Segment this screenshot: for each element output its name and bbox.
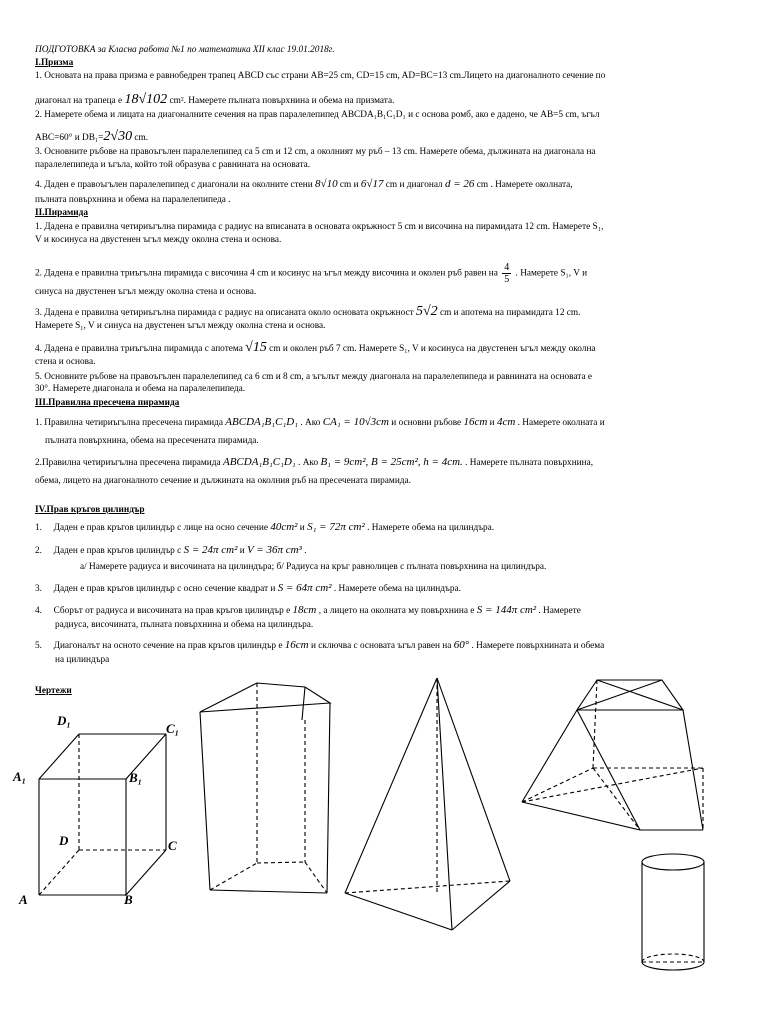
frustum-problem-2: 2.Правилна четириъгълна пресечена пирамида ABCDA₁B₁C₁D₁ . Ако B₁ = 9cm², B = 25cm², h = 4cm. . Намерете пълната повърхнина, — [35, 456, 594, 468]
cube-hidden-edge — [39, 850, 79, 895]
formula: 2√30 — [103, 129, 133, 144]
frustum-hidden-edge — [522, 768, 703, 802]
cylinder-problem-3: 3. Даден е прав кръгов цилиндър с осно сечение квадрат и S = 64π cm² . Намерете обема на цилиндъра. — [35, 582, 461, 594]
formula: 6√17 — [360, 178, 384, 190]
frustum-diagonal — [577, 680, 662, 710]
cylinder-problem-2-cont: а/ Намерете радиуса и височината на цилиндъра; б/ Радиуса на кръг равнолицев с пълната повърхнина на цилиндъра. — [80, 562, 547, 572]
section-heading-prism: I.Призма — [35, 58, 74, 68]
formula: 8√10 — [315, 178, 338, 190]
pyramid-problem-3-cont: Намерете S₁, V и синуса на двустенен ъгъл между околна стена и основа. — [35, 321, 326, 331]
formula: S₁ = 72π cm² — [307, 521, 365, 533]
prism-drawing — [200, 683, 330, 893]
formula: B₁ = 9cm², B = 25cm², h = 4cm. — [320, 456, 463, 468]
formula: S = 24π cm² — [183, 544, 238, 556]
formula: 16cm — [284, 639, 309, 651]
cylinder-problem-2: 2. Даден е прав кръгов цилиндър с S = 24π cm² и V = 36π cm³ . — [35, 544, 307, 556]
cube-edge — [39, 734, 79, 779]
formula: d = 26 — [445, 178, 475, 190]
pyramid-edge — [345, 678, 437, 893]
cube-drawing — [39, 734, 166, 895]
formula: 18√102 — [124, 92, 168, 107]
pyramid-edge — [437, 678, 510, 881]
frustum-edge — [522, 802, 640, 830]
section-heading-pyramid: II.Пирамида — [35, 208, 89, 218]
frustum-edge — [577, 710, 640, 830]
pyramid-hidden-edge — [345, 881, 510, 893]
formula: 16cm — [463, 416, 488, 428]
vertex-label-c1: C₁ — [166, 721, 180, 736]
section-heading-frustum: III.Правилна пресечена пирамида — [35, 398, 180, 408]
prism-problem-4: 4. Даден е правоъгълен паралелепипед с диагонали на околните стени 8√10 cm и 6√17 cm и диагонал d = 26 cm . Намерете околната, — [35, 178, 573, 190]
prism-edge — [200, 712, 210, 890]
prism-problem-3: 3. Основните ръбове на правоъгълен паралелепипед са 5 cm и 12 cm, а околният му ръб – 13 cm. Намерете обема, дължината на диагонала на — [35, 147, 596, 157]
pyramid-problem-2: 2. Дадена е правилна триъгълна пирамида с височина 4 cm и косинус на ъгъл между височина и околен ръб равен на $\frac{4}{5}$ . Намерете S₁, V и — [35, 262, 588, 285]
cube-edge — [126, 850, 166, 895]
cylinder-bottom-back — [642, 954, 704, 962]
frustum-diagonal — [597, 680, 683, 710]
pyramid-problem-2-cont: синуса на двустенен ъгъл между околна стена и основа. — [35, 287, 257, 297]
frustum-drawing — [522, 680, 703, 830]
cylinder-problem-5-cont: на цилиндъра — [55, 655, 110, 665]
prism-hidden-edge — [210, 863, 257, 890]
prism-problem-1-cont: диагонал на трапеца е 18√102 cm². Намерете пълната повърхнина и обема на призмата. — [35, 92, 395, 107]
prism-top-face — [200, 683, 330, 712]
vertex-label-a1: A₁ — [13, 769, 27, 784]
prism-hidden-edge — [305, 862, 327, 893]
cylinder-bottom-front — [642, 962, 704, 970]
pyramid-problem-1: 1. Дадена е правилна четириъгълна пирамида с радиус на вписаната в основата окръжност 5 cm и височина на пирамидата 12 cm. Намерете S₁, — [35, 222, 604, 232]
formula: 60° — [453, 639, 470, 651]
pyramid-edge — [437, 678, 452, 930]
frustum-edge — [683, 710, 703, 830]
prism-edge — [210, 890, 327, 893]
formula: √15 — [245, 340, 267, 355]
pyramid-problem-4-cont: стена и основа. — [35, 357, 96, 367]
pyramid-edge — [452, 881, 510, 930]
cylinder-drawing — [642, 854, 704, 970]
frustum-top-face — [577, 680, 683, 710]
vertex-label-b1: B₁ — [129, 770, 143, 785]
frustum-problem-2-cont: обема, лицето на диагоналното сечение и дължината на околния ръб на пресечената пирамида. — [35, 476, 411, 486]
formula: 4cm — [496, 416, 516, 428]
formula: S = 144π cm² — [476, 604, 537, 616]
formula: CA₁ = 10√3cm — [322, 416, 389, 428]
page-title: ПОДГОТОВКА за Класна работа №1 по математика XII клас 19.01.2018г. — [35, 45, 335, 55]
cylinder-problem-4-cont: радиуса, височината, пълната повърхнина и обема на цилиндъра. — [55, 620, 314, 630]
vertex-label-a: A — [19, 892, 28, 907]
section-heading-cylinder: IV.Прав кръгов цилиндър — [35, 505, 145, 515]
frustum-problem-1-cont: пълната повърхнина, обема на пресечената пирамида. — [45, 436, 259, 446]
pyramid-problem-4: 4. Дадена е правилна триъгълна пирамида с апотема √15 cm и околен ръб 7 cm. Намерете S₁, V и косинуса на двустенен ъгъл между околна — [35, 340, 596, 355]
prism-problem-3-cont: паралелепипеда и ъгъла, който той образува с равнината на основата. — [35, 160, 311, 170]
prism-problem-2-cont: ABC=60° и DB₁=2√30 cm. — [35, 129, 149, 144]
frustum-edge — [522, 710, 577, 802]
fraction: $\frac{4}{5}$ — [504, 262, 510, 285]
prism-problem-2: 2. Намерете обема и лицата на диагоналните сечения на прав паралелепипед ABCDA₁B₁C₁D₁ и с основа ромб, ако е дадено, че AB=5 cm, ъгъл — [35, 110, 600, 120]
prism-edge — [327, 703, 330, 893]
formula: 18cm — [292, 604, 317, 616]
formula: V = 36π cm³ — [247, 544, 302, 556]
pyramid-problem-5-cont: 30°. Намерете диагонала и обема на паралелепипеда. — [35, 384, 246, 394]
pyramid-problem-1-cont: V и косинуса на двустенен ъгъл между околна стена и основа. — [35, 235, 282, 245]
formula: ABCDA₁B₁C₁D₁ — [225, 416, 299, 428]
frustum-hidden-edge — [593, 680, 597, 768]
cylinder-problem-4: 4. Сборът от радиуса и височината на прав кръгов цилиндър е 18cm , а лицето на околната му повърхнина е S = 144π cm² . Намерете — [35, 604, 581, 616]
pyramid-edge — [345, 893, 452, 930]
vertex-label-d1: D₁ — [57, 713, 71, 728]
cylinder-top-ellipse — [642, 854, 704, 870]
frustum-problem-1: 1. Правилна четириъгълна пресечена пирамида ABCDA₁B₁C₁D₁ . Ако CA₁ = 10√3cm и основни ръбове 16cm и 4cm . Намерете околната и — [35, 416, 605, 428]
prism-edge — [302, 687, 305, 720]
formula: ABCDA₁B₁C₁D₁ — [222, 456, 296, 468]
formula: S = 64π cm² — [277, 582, 332, 594]
prism-hidden-edge — [257, 862, 305, 863]
vertex-label-d: D — [59, 833, 69, 848]
vertex-label-c: C — [168, 838, 177, 853]
pyramid-drawing — [345, 678, 510, 930]
pyramid-problem-3: 3. Дадена е правилна четириъгълна пирамида с радиус на описаната около основата окръжност 5√2 cm и апотема на пирамидата 12 cm. — [35, 304, 581, 319]
vertex-label-b: B — [124, 892, 133, 907]
pyramid-problem-5: 5. Основните ръбове на правоъгълен паралелепипед са 6 cm и 8 cm, а ъгълът между диагонала на паралелепипеда и равнината на основата е — [35, 372, 593, 382]
prism-problem-4-cont: пълната повърхнина и обема на паралелепипеда . — [35, 195, 231, 205]
cylinder-problem-5: 5. Диагоналът на осното сечение на прав кръгов цилиндър е 16cm и сключва с основата ъгъл равен на 60° . Намерете повърхнината и обема — [35, 639, 605, 651]
section-heading-drawings: Чертежи — [35, 686, 72, 696]
formula: 40cm² — [270, 521, 298, 533]
prism-problem-1: 1. Основата на права призма е равнобедрен трапец ABCD със страни AB=25 cm, CD=15 cm, AD=BC=13 cm.Лицето на диагоналното сечение по — [35, 71, 606, 81]
cylinder-problem-1: 1. Даден е прав кръгов цилиндър с лице на осно сечение 40cm² и S₁ = 72π cm² . Намерете обема на цилиндъра. — [35, 521, 495, 533]
formula: 5√2 — [415, 304, 438, 319]
